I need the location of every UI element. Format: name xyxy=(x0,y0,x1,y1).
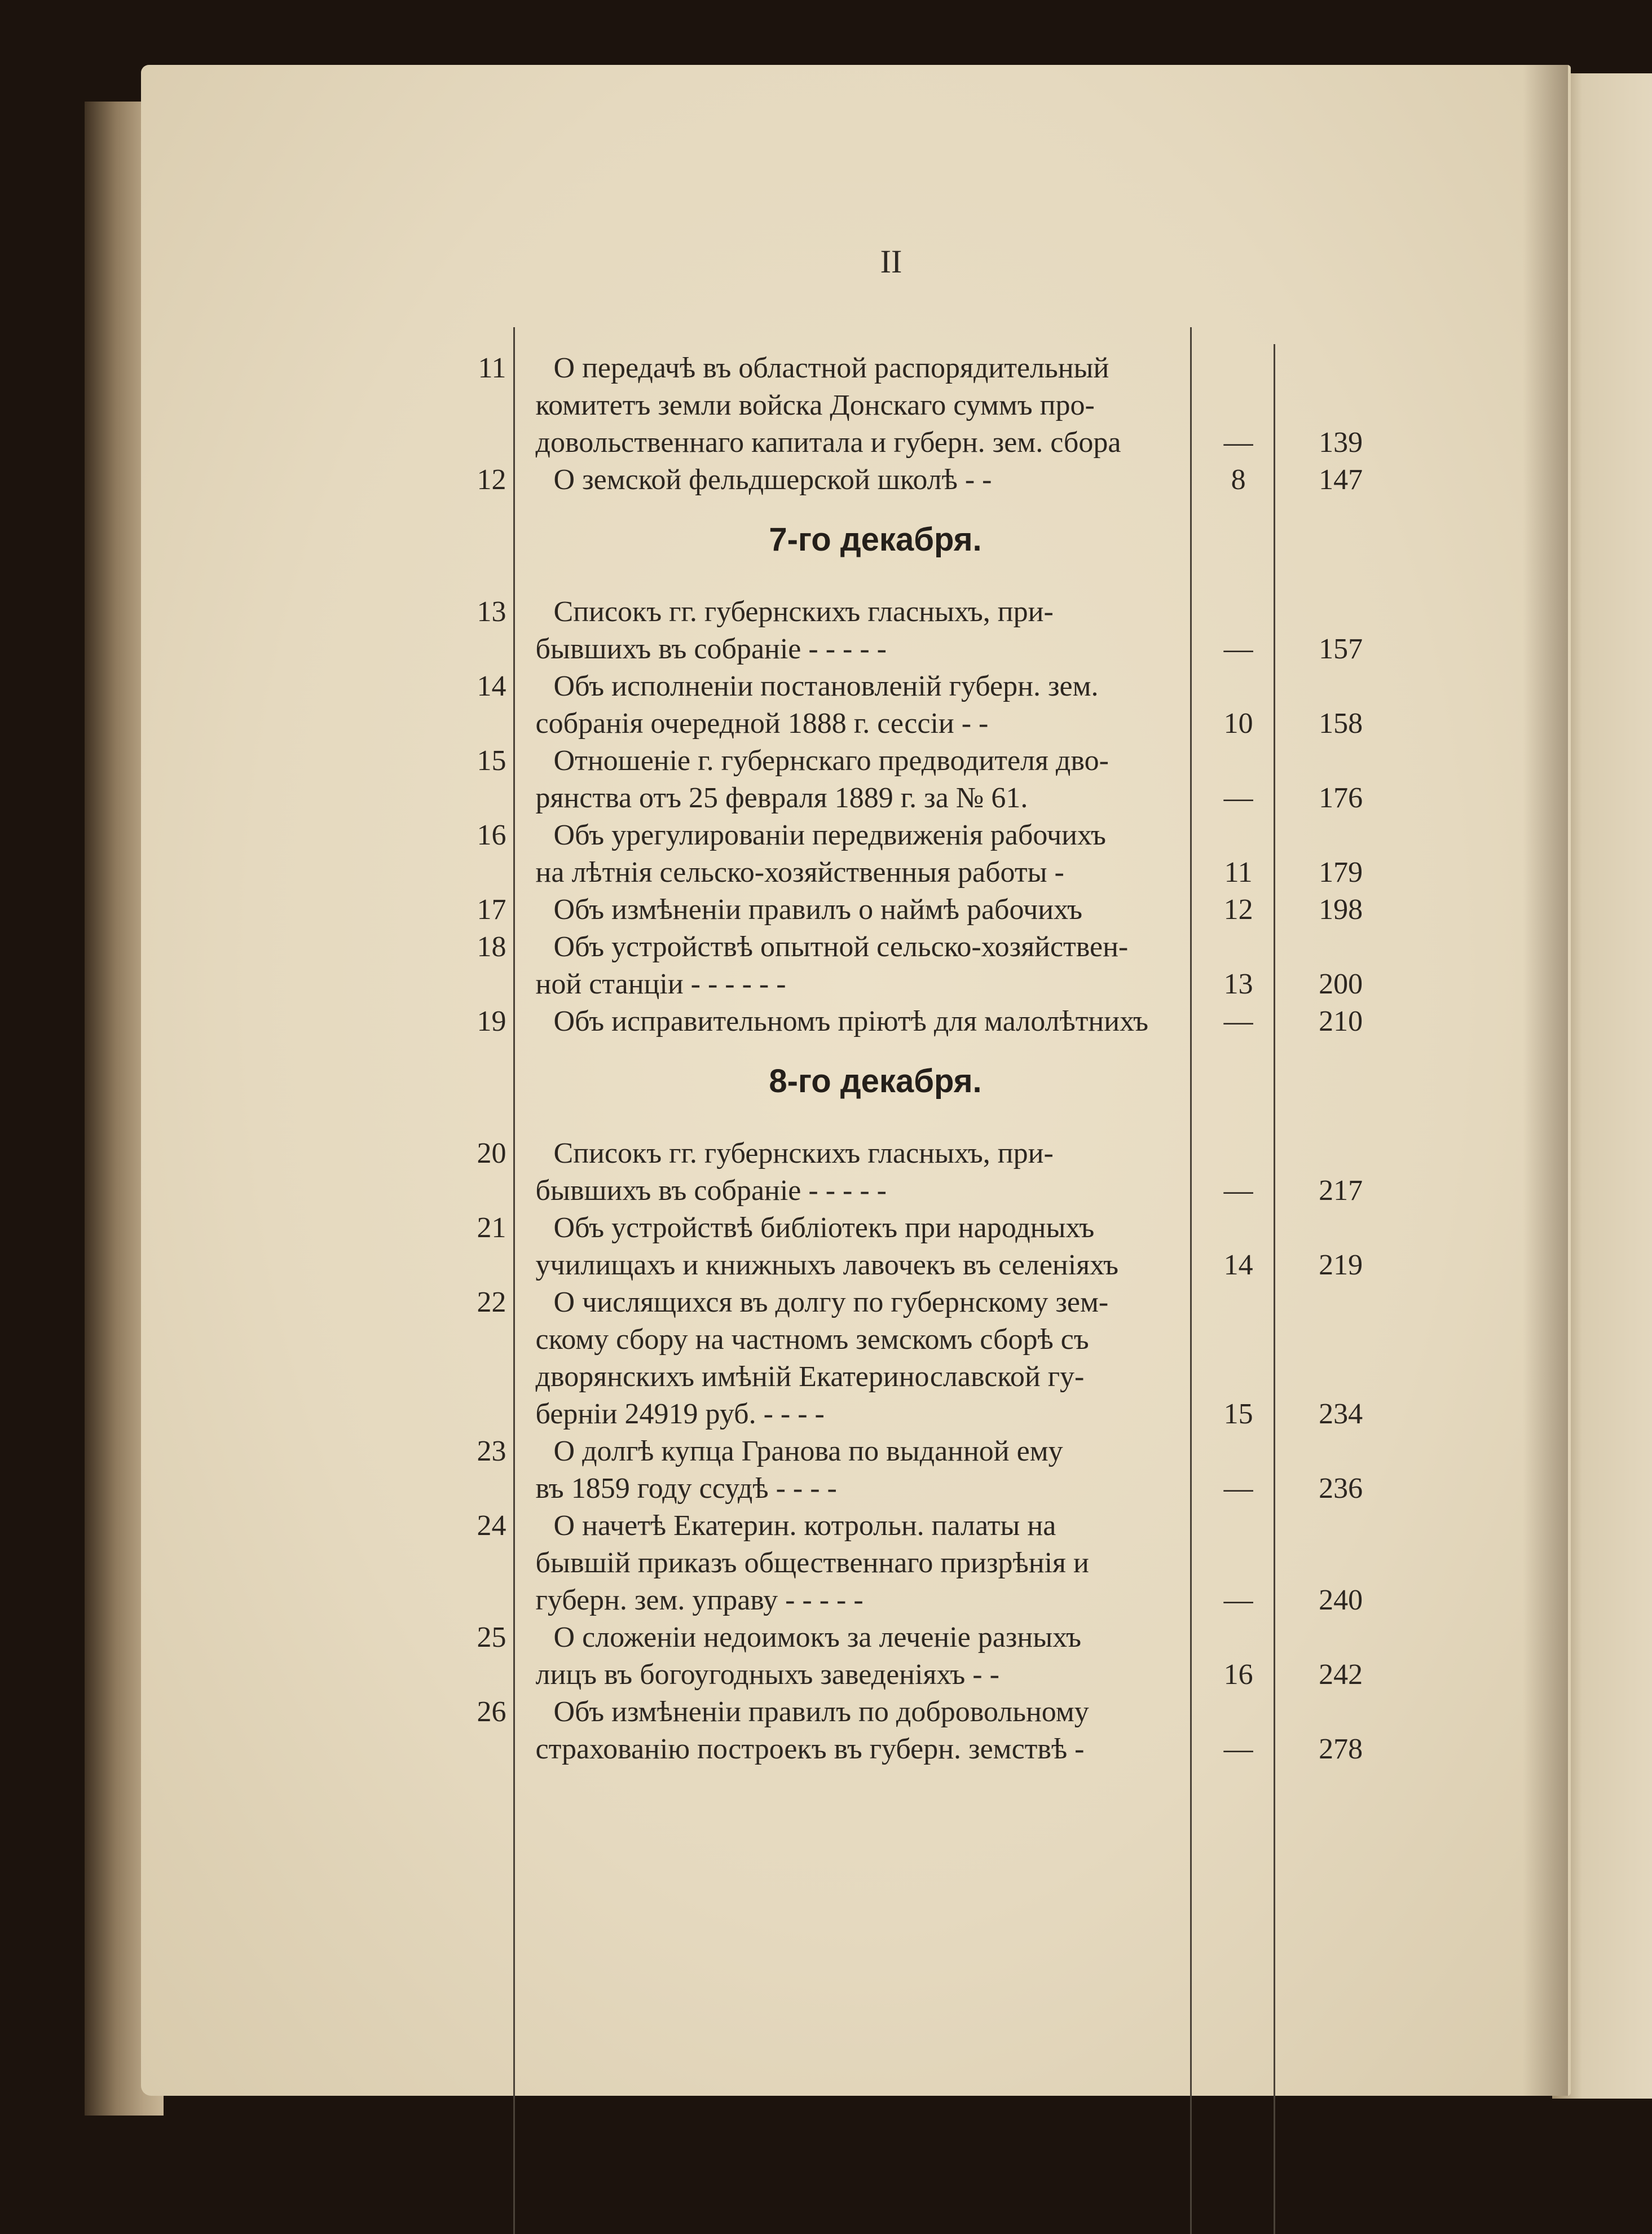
entry-number-column: 13 xyxy=(1223,968,1253,1000)
entry-title-line: бывшихъ въ собраніе - - - - - xyxy=(535,1175,887,1207)
entry-title-line: Объ исправительномъ пріютѣ для малолѣтнихъ xyxy=(553,1005,1148,1037)
toc-entry xyxy=(434,742,1404,817)
entry-number: 19 xyxy=(477,1005,506,1037)
section-heading: 8-го декабря. xyxy=(769,1063,982,1100)
entry-number: 21 xyxy=(477,1212,506,1244)
entry-title-line: скому сбору на частномъ земскомъ сборѣ съ xyxy=(535,1323,1089,1356)
entry-title xyxy=(518,1284,1200,1433)
entry-title xyxy=(518,1210,1200,1284)
entry-title-line: довольственнаго капитала и губерн. зем. сбора xyxy=(535,426,1121,459)
entry-page: 236 xyxy=(1319,1472,1363,1505)
entry-title-line: Объ исполненіи постановленій губерн. зем. xyxy=(553,670,1099,702)
entry-title-line: бывшій приказъ общественнаго призрѣнія и xyxy=(535,1547,1089,1579)
entry-page: 158 xyxy=(1319,707,1363,740)
entry-title xyxy=(518,593,1200,668)
entry-number-column: 12 xyxy=(1223,894,1253,926)
page-number: II xyxy=(880,243,902,280)
entry-title-line: О долгѣ купца Гранова по выданной ему xyxy=(553,1435,1063,1467)
entry-title-line: О сложеніи недоимокъ за леченіе разныхъ xyxy=(553,1621,1082,1653)
toc-entry xyxy=(434,1210,1404,1284)
entry-number-column: 16 xyxy=(1223,1659,1253,1691)
entry-number: 15 xyxy=(477,745,506,777)
entry-number-column: — xyxy=(1223,426,1253,459)
entry-number: 14 xyxy=(477,670,506,702)
entry-title-line: Списокъ гг. губернскихъ гласныхъ, при- xyxy=(553,596,1054,628)
entry-number: 11 xyxy=(478,352,506,384)
entry-page: 217 xyxy=(1319,1175,1363,1207)
entry-title xyxy=(518,1694,1200,1768)
entry-number: 18 xyxy=(477,931,506,963)
entry-title-line: Отношеніе г. губернскаго предводителя дво- xyxy=(553,745,1109,777)
toc-entry xyxy=(434,350,1404,461)
entry-title-line: Объ измѣненіи правилъ по добровольному xyxy=(553,1696,1089,1728)
entry-title xyxy=(518,1433,1200,1507)
entry-page: 200 xyxy=(1319,968,1363,1000)
entry-number-column: — xyxy=(1223,1175,1253,1207)
entry-page: 157 xyxy=(1319,633,1363,665)
entry-number: 25 xyxy=(477,1621,506,1653)
entry-number: 22 xyxy=(477,1286,506,1318)
entry-number: 17 xyxy=(477,894,506,926)
entry-page: 234 xyxy=(1319,1398,1363,1430)
entry-number-column: 11 xyxy=(1224,856,1253,889)
toc-entry xyxy=(434,1507,1404,1619)
entry-number: 24 xyxy=(477,1510,506,1542)
toc-entry xyxy=(434,668,1404,742)
entry-title xyxy=(518,350,1200,461)
entry-page: 147 xyxy=(1319,464,1363,496)
entry-number: 26 xyxy=(477,1696,506,1728)
entry-title-line: О земской фельдшерской школѣ - - xyxy=(553,464,992,496)
entry-number: 16 xyxy=(477,819,506,851)
entry-number: 20 xyxy=(477,1137,506,1169)
entry-title xyxy=(518,461,1200,499)
entry-title-line: собранія очередной 1888 г. сессіи - - xyxy=(535,707,989,740)
entry-number-column: — xyxy=(1223,1472,1253,1505)
entry-title-line: бывшихъ въ собраніе - - - - - xyxy=(535,633,887,665)
entry-title-line: рянства отъ 25 февраля 1889 г. за № 61. xyxy=(535,782,1028,814)
entry-title xyxy=(518,1003,1200,1040)
toc-entry xyxy=(434,1619,1404,1694)
entry-title-line: комитетъ земли войска Донскаго суммъ про- xyxy=(535,389,1095,421)
toc-entry xyxy=(434,1003,1404,1040)
toc-entry xyxy=(434,1135,1404,1210)
entry-title-line: дворянскихъ имѣній Екатеринославской гу- xyxy=(535,1361,1085,1393)
entry-number-column: — xyxy=(1223,1584,1253,1616)
entry-page: 242 xyxy=(1319,1659,1363,1691)
entry-number-column: — xyxy=(1223,1005,1253,1037)
entry-number-column: 8 xyxy=(1231,464,1246,496)
table-of-contents xyxy=(434,350,1404,1768)
entry-title-line: Списокъ гг. губернскихъ гласныхъ, при- xyxy=(553,1137,1054,1169)
entry-title xyxy=(518,817,1200,891)
entry-title-line: берніи 24919 руб. - - - - xyxy=(535,1398,825,1430)
toc-entry xyxy=(434,1694,1404,1768)
entry-page: 179 xyxy=(1319,856,1363,889)
entry-title-line: О начетѣ Екатерин. котрольн. палаты на xyxy=(553,1510,1056,1542)
toc-entry xyxy=(434,1284,1404,1433)
entry-number-column: 14 xyxy=(1223,1249,1253,1281)
toc-entry xyxy=(434,891,1404,929)
entry-title xyxy=(518,742,1200,817)
entry-title-line: училищахъ и книжныхъ лавочекъ въ селеніяхъ xyxy=(535,1249,1119,1281)
entry-number: 13 xyxy=(477,596,506,628)
gutter-shadow xyxy=(1523,65,1568,2096)
toc-entry xyxy=(434,1433,1404,1507)
entry-title-line: О передачѣ въ областной распорядительный xyxy=(553,352,1109,384)
entry-page: 198 xyxy=(1319,894,1363,926)
entry-title xyxy=(518,1619,1200,1694)
entry-page: 139 xyxy=(1319,426,1363,459)
entry-title xyxy=(518,891,1200,929)
entry-number-column: — xyxy=(1223,1733,1253,1765)
entry-title xyxy=(518,668,1200,742)
entry-title-line: губерн. зем. управу - - - - - xyxy=(535,1584,864,1616)
entry-title-line: О числящихся въ долгу по губернскому зем- xyxy=(553,1286,1109,1318)
entry-number-column: 15 xyxy=(1223,1398,1253,1430)
entry-title xyxy=(518,929,1200,1003)
entry-title-line: Объ урегулированіи передвиженія рабочихъ xyxy=(553,819,1106,851)
entry-title xyxy=(518,1135,1200,1210)
toc-entry xyxy=(434,593,1404,668)
entry-title-line: на лѣтнія сельско-хозяйственныя работы - xyxy=(535,856,1064,889)
entry-title-line: ной станціи - - - - - - xyxy=(535,968,786,1000)
entry-number-column: 10 xyxy=(1223,707,1253,740)
entry-page: 278 xyxy=(1319,1733,1363,1765)
entry-title-line: Объ устройствѣ библіотекъ при народныхъ xyxy=(553,1212,1095,1244)
entry-number-column: — xyxy=(1223,633,1253,665)
entry-number: 12 xyxy=(477,464,506,496)
entry-title-line: лицъ въ богоугодныхъ заведеніяхъ - - xyxy=(535,1659,999,1691)
entry-title-line: Объ устройствѣ опытной сельско-хозяйствен- xyxy=(553,931,1129,963)
entry-title-line: въ 1859 году ссудѣ - - - - xyxy=(535,1472,837,1505)
entry-title xyxy=(518,1507,1200,1619)
entry-page: 240 xyxy=(1319,1584,1363,1616)
entry-title-line: Объ измѣненіи правилъ о наймѣ рабочихъ xyxy=(553,894,1083,926)
entry-page: 219 xyxy=(1319,1249,1363,1281)
toc-entry xyxy=(434,461,1404,499)
toc-entry xyxy=(434,817,1404,891)
entry-number: 23 xyxy=(477,1435,506,1467)
entry-page: 176 xyxy=(1319,782,1363,814)
entry-page: 210 xyxy=(1319,1005,1363,1037)
toc-entry xyxy=(434,929,1404,1003)
entry-title-line: страхованію построекъ въ губерн. земствѣ - xyxy=(535,1733,1085,1765)
section-heading: 7-го декабря. xyxy=(769,521,982,558)
entry-number-column: — xyxy=(1223,782,1253,814)
